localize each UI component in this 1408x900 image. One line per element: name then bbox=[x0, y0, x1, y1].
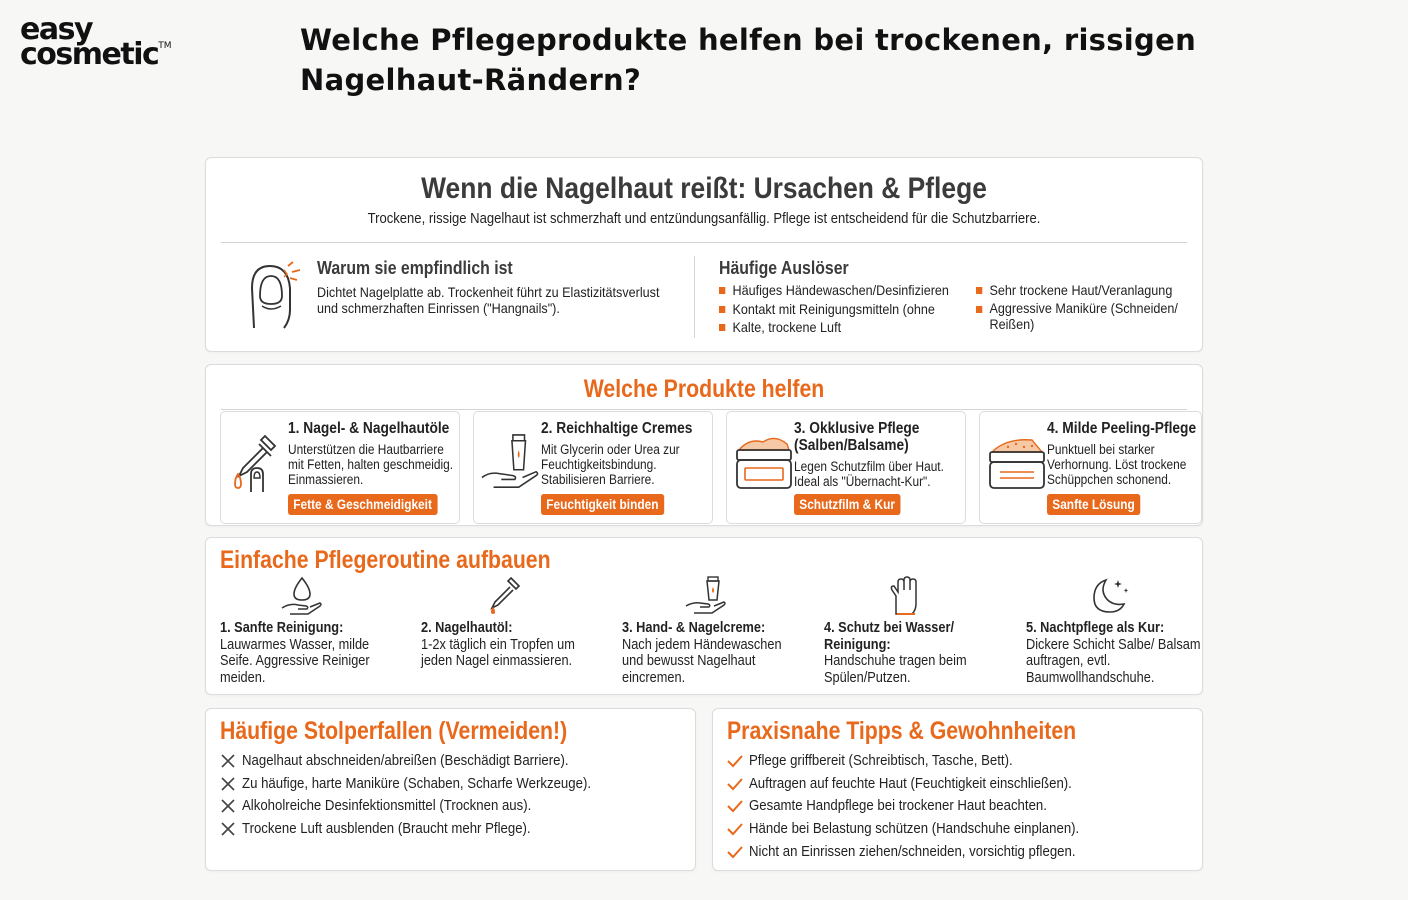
logo-trademark: TM bbox=[158, 40, 172, 51]
product-title: 2. Reichhaltige Cremes bbox=[541, 420, 693, 437]
step-title: 4. Schutz bei Wasser/ Reinigung: bbox=[824, 620, 955, 653]
check-mark-icon bbox=[727, 798, 743, 814]
tube-hand-icon bbox=[684, 576, 728, 616]
routine-card bbox=[205, 537, 1203, 695]
product-desc: Legen Schutzfilm über Haut. Ideal als "Übernacht-Kur". bbox=[794, 459, 944, 489]
step-title: 5. Nachtpflege als Kur: bbox=[1026, 620, 1165, 636]
step-text: Lauwarmes Wasser, milde Seife. Aggressive Reiniger meiden. bbox=[220, 636, 370, 686]
step-text: 1-2x täglich ein Tropfen um jeden Nagel einmassieren. bbox=[421, 636, 575, 669]
step-text: Dickere Schicht Salbe/ Balsam auftragen, evtl. Baumwollhandschuhe. bbox=[1026, 636, 1201, 686]
dropper-oil-icon bbox=[229, 432, 279, 494]
check-mark-icon bbox=[727, 776, 743, 792]
pitfall-item: Trockene Luft ausblenden (Braucht mehr Pflege). bbox=[220, 819, 639, 842]
x-mark-icon bbox=[220, 776, 236, 792]
logo-line-2: cosmetic bbox=[20, 36, 159, 72]
tips-card bbox=[712, 708, 1203, 871]
product-badge: Fette & Geschmeidigkeit bbox=[288, 494, 437, 515]
trigger-item: Aggressive Maniküre (Schneiden/ Reißen) bbox=[976, 300, 1192, 332]
tips-title: Praxisnahe Tipps & Gewohnheiten bbox=[727, 717, 1077, 745]
product-title: 3. Okklusive Pflege (Salben/Balsame) bbox=[794, 420, 920, 454]
trigger-item: Häufiges Händewaschen/Desinfizieren bbox=[719, 281, 949, 300]
trigger-item: Kontakt mit Reinigungsmitteln (ohne bbox=[719, 300, 949, 319]
finger-crack-icon bbox=[244, 258, 306, 330]
x-mark-icon bbox=[220, 798, 236, 814]
pitfall-item: Alkoholreiche Desinfektionsmittel (Trocknen aus). bbox=[220, 796, 639, 819]
tip-item: Gesamte Handpflege bei trockener Haut beachten. bbox=[727, 796, 1124, 819]
step-text: Handschuhe tragen beim Spülen/Putzen. bbox=[824, 653, 967, 686]
glove-icon bbox=[884, 576, 928, 616]
product-card-oil[interactable] bbox=[220, 411, 460, 524]
products-divider bbox=[221, 409, 1187, 410]
trigger-item: Kalte, trockene Luft bbox=[719, 318, 949, 337]
product-desc: Mit Glycerin oder Urea zur Feuchtigkeitsbindung. Stabilisieren Barriere. bbox=[541, 442, 680, 487]
step-title: 1. Sanfte Reinigung: bbox=[220, 620, 344, 636]
product-desc: Unterstützen die Hautbarriere mit Fetten, halten geschmeidig. Einmassieren. bbox=[288, 442, 454, 487]
product-badge: Sanfte Lösung bbox=[1047, 494, 1140, 515]
scrub-jar-icon bbox=[986, 432, 1048, 494]
products-title: Welche Produkte helfen bbox=[583, 375, 825, 403]
product-card-scrub[interactable] bbox=[979, 411, 1202, 524]
check-mark-icon bbox=[727, 753, 743, 769]
intro-subtitle: Trockene, rissige Nagelhaut ist schmerzhaft und entzündungsanfällig. Pflege ist entscheidend für die Schutzbarriere. bbox=[367, 211, 1041, 227]
product-card-cream[interactable] bbox=[473, 411, 713, 524]
intro-divider bbox=[221, 242, 1187, 243]
step-title: 3. Hand- & Nagelcreme: bbox=[622, 620, 766, 636]
moon-stars-icon bbox=[1088, 576, 1132, 616]
logo-line-1: easy bbox=[20, 12, 93, 47]
pitfalls-title: Häufige Stolperfallen (Vermeiden!) bbox=[220, 717, 568, 745]
products-card bbox=[205, 364, 1203, 526]
balm-jar-icon bbox=[733, 432, 795, 494]
check-mark-icon bbox=[727, 844, 743, 860]
trigger-item: Sehr trockene Haut/Veranlagung bbox=[976, 281, 1192, 300]
tip-item: Nicht an Einrissen ziehen/schneiden, vorsichtig pflegen. bbox=[727, 842, 1124, 865]
product-title: 1. Nagel- & Nagelhautöle bbox=[288, 420, 450, 437]
tip-item: Pflege griffbereit (Schreibtisch, Tasche, Bett). bbox=[727, 751, 1124, 774]
easycosmetic-logo[interactable] bbox=[20, 12, 172, 72]
product-badge: Schutzfilm & Kur bbox=[794, 494, 900, 515]
page-title: Welche Pflegeprodukte helfen bei trockenen, rissigen Nagelhaut-Rändern? bbox=[300, 23, 1197, 97]
x-mark-icon bbox=[220, 753, 236, 769]
pitfall-item: Nagelhaut abschneiden/abreißen (Beschädigt Barriere). bbox=[220, 751, 639, 774]
cream-tube-hand-icon bbox=[480, 432, 540, 494]
step-title: 2. Nagelhautöl: bbox=[421, 620, 513, 636]
product-card-balm[interactable] bbox=[726, 411, 966, 524]
pitfalls-list bbox=[220, 751, 639, 842]
tip-item: Auftragen auf feuchte Haut (Feuchtigkeit einschließen). bbox=[727, 774, 1124, 797]
why-text: Dichtet Nagelplatte ab. Trockenheit führt zu Elastizitätsverlust und schmerzhaften Einrissen ("Hangnails"). bbox=[317, 284, 660, 316]
product-desc: Punktuell bei starker Verhornung. Löst trockene Schüppchen schonend. bbox=[1047, 442, 1187, 487]
pitfalls-card bbox=[205, 708, 696, 871]
dropper-icon bbox=[483, 576, 527, 616]
pitfall-item: Zu häufige, harte Maniküre (Schaben, Scharfe Werkzeuge). bbox=[220, 774, 639, 797]
x-mark-icon bbox=[220, 821, 236, 837]
triggers-list-2 bbox=[976, 281, 1192, 332]
triggers-heading: Häufige Auslöser bbox=[719, 258, 849, 278]
routine-title: Einfache Pflegeroutine aufbauen bbox=[220, 546, 551, 574]
product-badge: Feuchtigkeit binden bbox=[541, 494, 664, 515]
intro-title: Wenn die Nagelhaut reißt: Ursachen & Pflege bbox=[421, 172, 987, 205]
product-title: 4. Milde Peeling-Pflege bbox=[1047, 420, 1197, 437]
triggers-list-1 bbox=[719, 281, 949, 337]
why-heading: Warum sie empfindlich ist bbox=[317, 258, 513, 278]
intro-vertical-divider bbox=[694, 256, 695, 338]
intro-card bbox=[205, 157, 1203, 352]
step-text: Nach jedem Händewaschen und bewusst Nagelhaut eincremen. bbox=[622, 636, 782, 686]
water-drop-hand-icon bbox=[280, 576, 324, 616]
tip-item: Hände bei Belastung schützen (Handschuhe einplanen). bbox=[727, 819, 1124, 842]
tips-list bbox=[727, 751, 1124, 864]
check-mark-icon bbox=[727, 821, 743, 837]
